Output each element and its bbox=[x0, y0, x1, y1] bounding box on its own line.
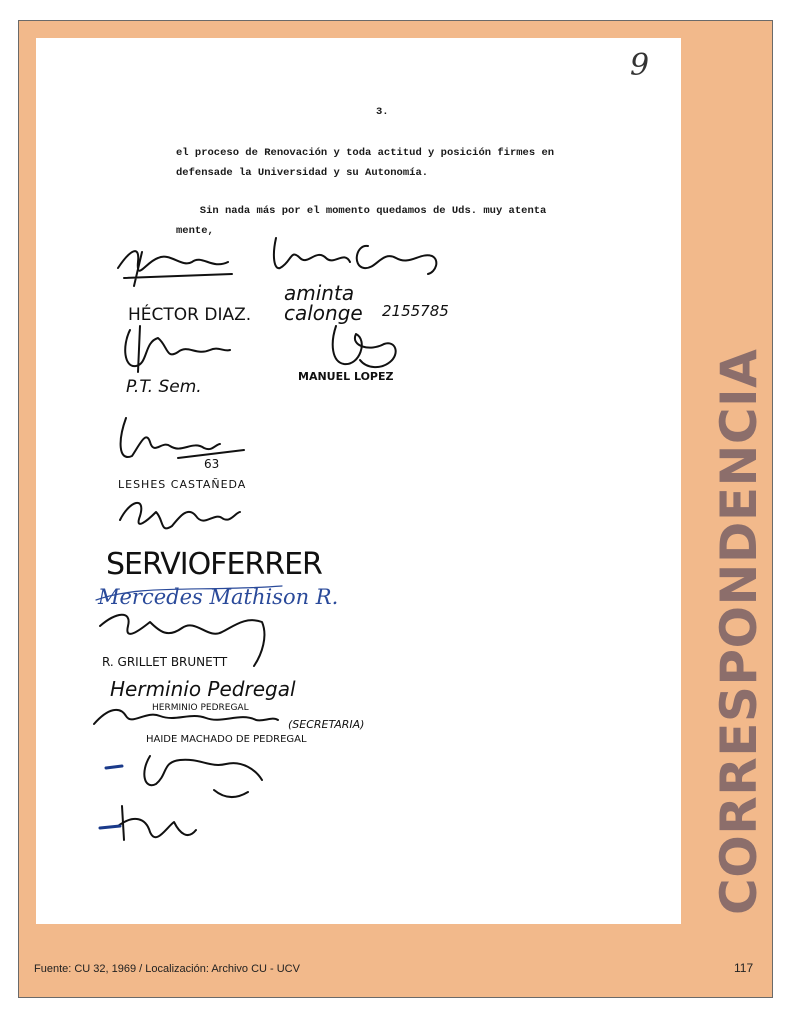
signature-mercedes: Mercedes Mathison R. bbox=[98, 585, 339, 609]
printed-name-hector-diaz: HÉCTOR DIAZ. bbox=[128, 305, 252, 325]
signature-aminta-calonge bbox=[274, 238, 436, 274]
signature-leshes bbox=[121, 418, 244, 458]
signature-herminio: Herminio Pedregal bbox=[110, 677, 296, 701]
signature-aminta-first: aminta bbox=[284, 281, 355, 305]
signature-lower-1 bbox=[144, 756, 262, 797]
printed-name-pt-sem: P.T. Sem. bbox=[126, 377, 202, 397]
letter-line-3: Sin nada más por el momento quedamos de Uds. muy atenta bbox=[162, 205, 547, 217]
signature-hector-diaz bbox=[118, 251, 232, 286]
signature-pt-sem bbox=[125, 326, 230, 372]
printed-name-grillet: R. GRILLET BRUNETT bbox=[102, 655, 228, 669]
printed-name-servio-ferrer: SERVIOFERRER bbox=[106, 547, 322, 582]
printed-name-manuel-lopez: MANUEL LOPEZ bbox=[298, 370, 394, 383]
letter-line-2: defensade la Universidad y su Autonomía. bbox=[176, 167, 429, 179]
footer-source: Fuente: CU 32, 1969 / Localización: Archivo CU - UCV bbox=[34, 963, 300, 975]
footer-page-number: 117 bbox=[734, 961, 754, 975]
signature-aminta-number: 2155785 bbox=[382, 302, 449, 320]
section-title-vertical: CORRESPONDENCIA bbox=[710, 348, 768, 915]
typed-page-number: 3. bbox=[376, 106, 389, 118]
printed-name-herminio: HERMINIO PEDREGAL bbox=[152, 703, 249, 713]
signature-manuel-lopez bbox=[333, 326, 396, 367]
printed-name-haide-machado: HAIDE MACHADO DE PEDREGAL bbox=[146, 734, 307, 745]
handwritten-page-number: 9 bbox=[630, 48, 650, 83]
dash-mark-2 bbox=[100, 826, 120, 828]
dash-mark-1 bbox=[106, 766, 122, 768]
signature-fin-diez bbox=[120, 503, 240, 529]
printed-name-leshes: LESHES CASTAÑEDA bbox=[118, 478, 247, 491]
letter-line-1: el proceso de Renovación y toda actitud y posición firmes en bbox=[176, 147, 555, 159]
signature-lower-2 bbox=[118, 806, 196, 840]
letter-line-4: mente, bbox=[176, 225, 214, 237]
signature-aminta-last: calonge bbox=[284, 301, 363, 325]
signature-leshes-number: 63 bbox=[204, 457, 220, 471]
label-secretaria: (SECRETARIA) bbox=[288, 718, 365, 731]
